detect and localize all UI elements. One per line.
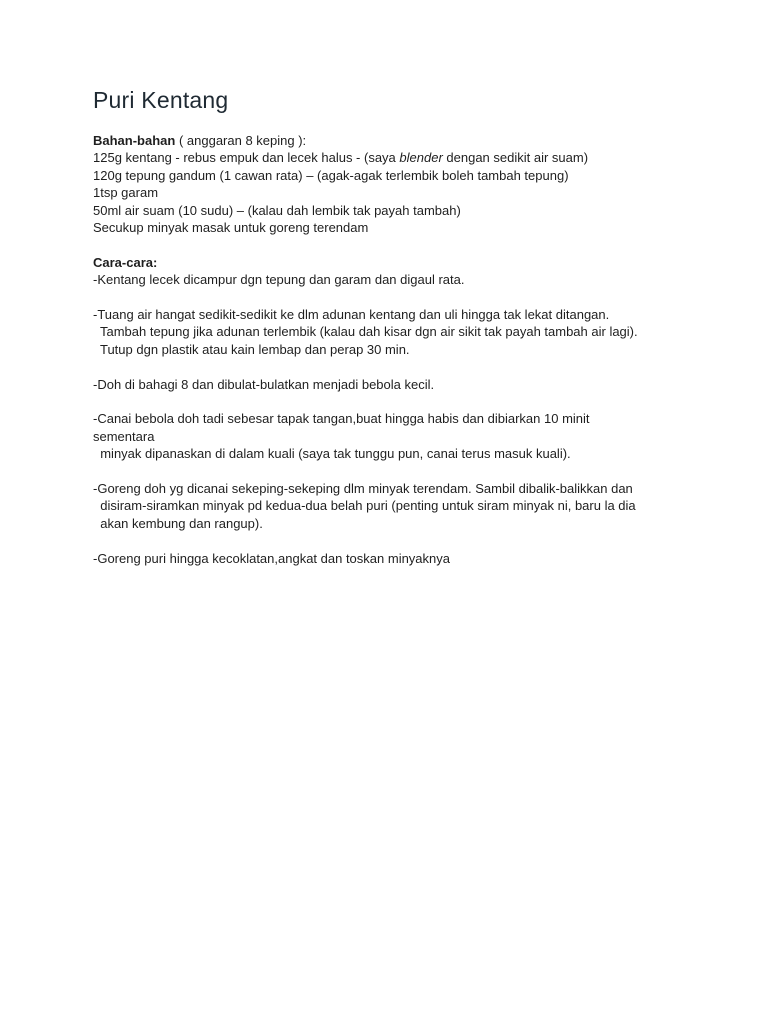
ingredient-potato-text-end: dengan sedikit air suam) — [442, 150, 589, 166]
step-1: -Kentang lecek dicampur dgn tepung dan garam dan digaul rata. — [93, 272, 465, 288]
ingredient-flour: 120g tepung gandum (1 cawan rata) – (agak-agak terlembik boleh tambah tepung) — [93, 167, 569, 183]
step-5-line-3: akan kembung dan rangup). — [93, 515, 263, 531]
spacer — [93, 289, 733, 306]
step-2-line-2: Tambah tepung jika adunan terlembik (kalau dah kisar dgn air sikit tak payah tambah air lagi). — [93, 324, 638, 340]
step-6: -Goreng puri hingga kecoklatan,angkat dan toskan minyaknya — [93, 550, 450, 566]
step-5-line-2: disiram-siramkan minyak pd kedua-dua belah puri (penting untuk siram minyak ni, baru la dia — [93, 498, 636, 514]
ingredients-heading-bold: Bahan-bahan — [93, 133, 176, 148]
spacer — [93, 532, 733, 549]
recipe-document — [93, 86, 733, 567]
method-heading-bold: Cara-cara: — [93, 254, 158, 270]
ingredients-section — [93, 132, 733, 236]
method-heading — [93, 254, 733, 271]
step-5-line-1: -Goreng doh yg dicanai sekeping-sekeping dlm minyak terendam. Sambil dibalik-balikkan dan — [93, 481, 633, 497]
ingredient-potato-text: 125g kentang - rebus empuk dan lecek halus - (saya — [93, 150, 400, 166]
spacer — [93, 463, 733, 480]
ingredient-potato-italic: blender — [399, 150, 443, 166]
spacer — [93, 358, 733, 375]
step-2-line-3: Tutup dgn plastik atau kain lembap dan perap 30 min. — [93, 341, 410, 357]
ingredient-potato — [93, 149, 733, 166]
ingredients-heading — [93, 132, 733, 149]
ingredients-heading-note: ( anggaran 8 keping ): — [175, 133, 307, 148]
spacer — [93, 393, 733, 410]
method-section — [93, 254, 733, 567]
step-3: -Doh di bahagi 8 dan dibulat-bulatkan menjadi bebola kecil. — [93, 376, 435, 392]
ingredient-water: 50ml air suam (10 sudu) – (kalau dah lembik tak payah tambah) — [93, 202, 461, 218]
ingredient-salt: 1tsp garam — [93, 185, 159, 201]
ingredient-oil: Secukup minyak masak untuk goreng terendam — [93, 220, 369, 236]
step-4-line-3: minyak dipanaskan di dalam kuali (saya tak tunggu pun, canai terus masuk kuali). — [93, 446, 571, 462]
page-title: Puri Kentang — [93, 87, 229, 113]
step-4-line-1: -Canai bebola doh tadi sebesar tapak tangan,buat hingga habis dan dibiarkan 10 minit — [93, 411, 590, 427]
spacer — [93, 236, 733, 253]
step-2-line-1: -Tuang air hangat sedikit-sedikit ke dlm adunan kentang dan uli hingga tak lekat ditangan. — [93, 307, 610, 323]
step-4-line-2: sementara — [93, 428, 155, 444]
